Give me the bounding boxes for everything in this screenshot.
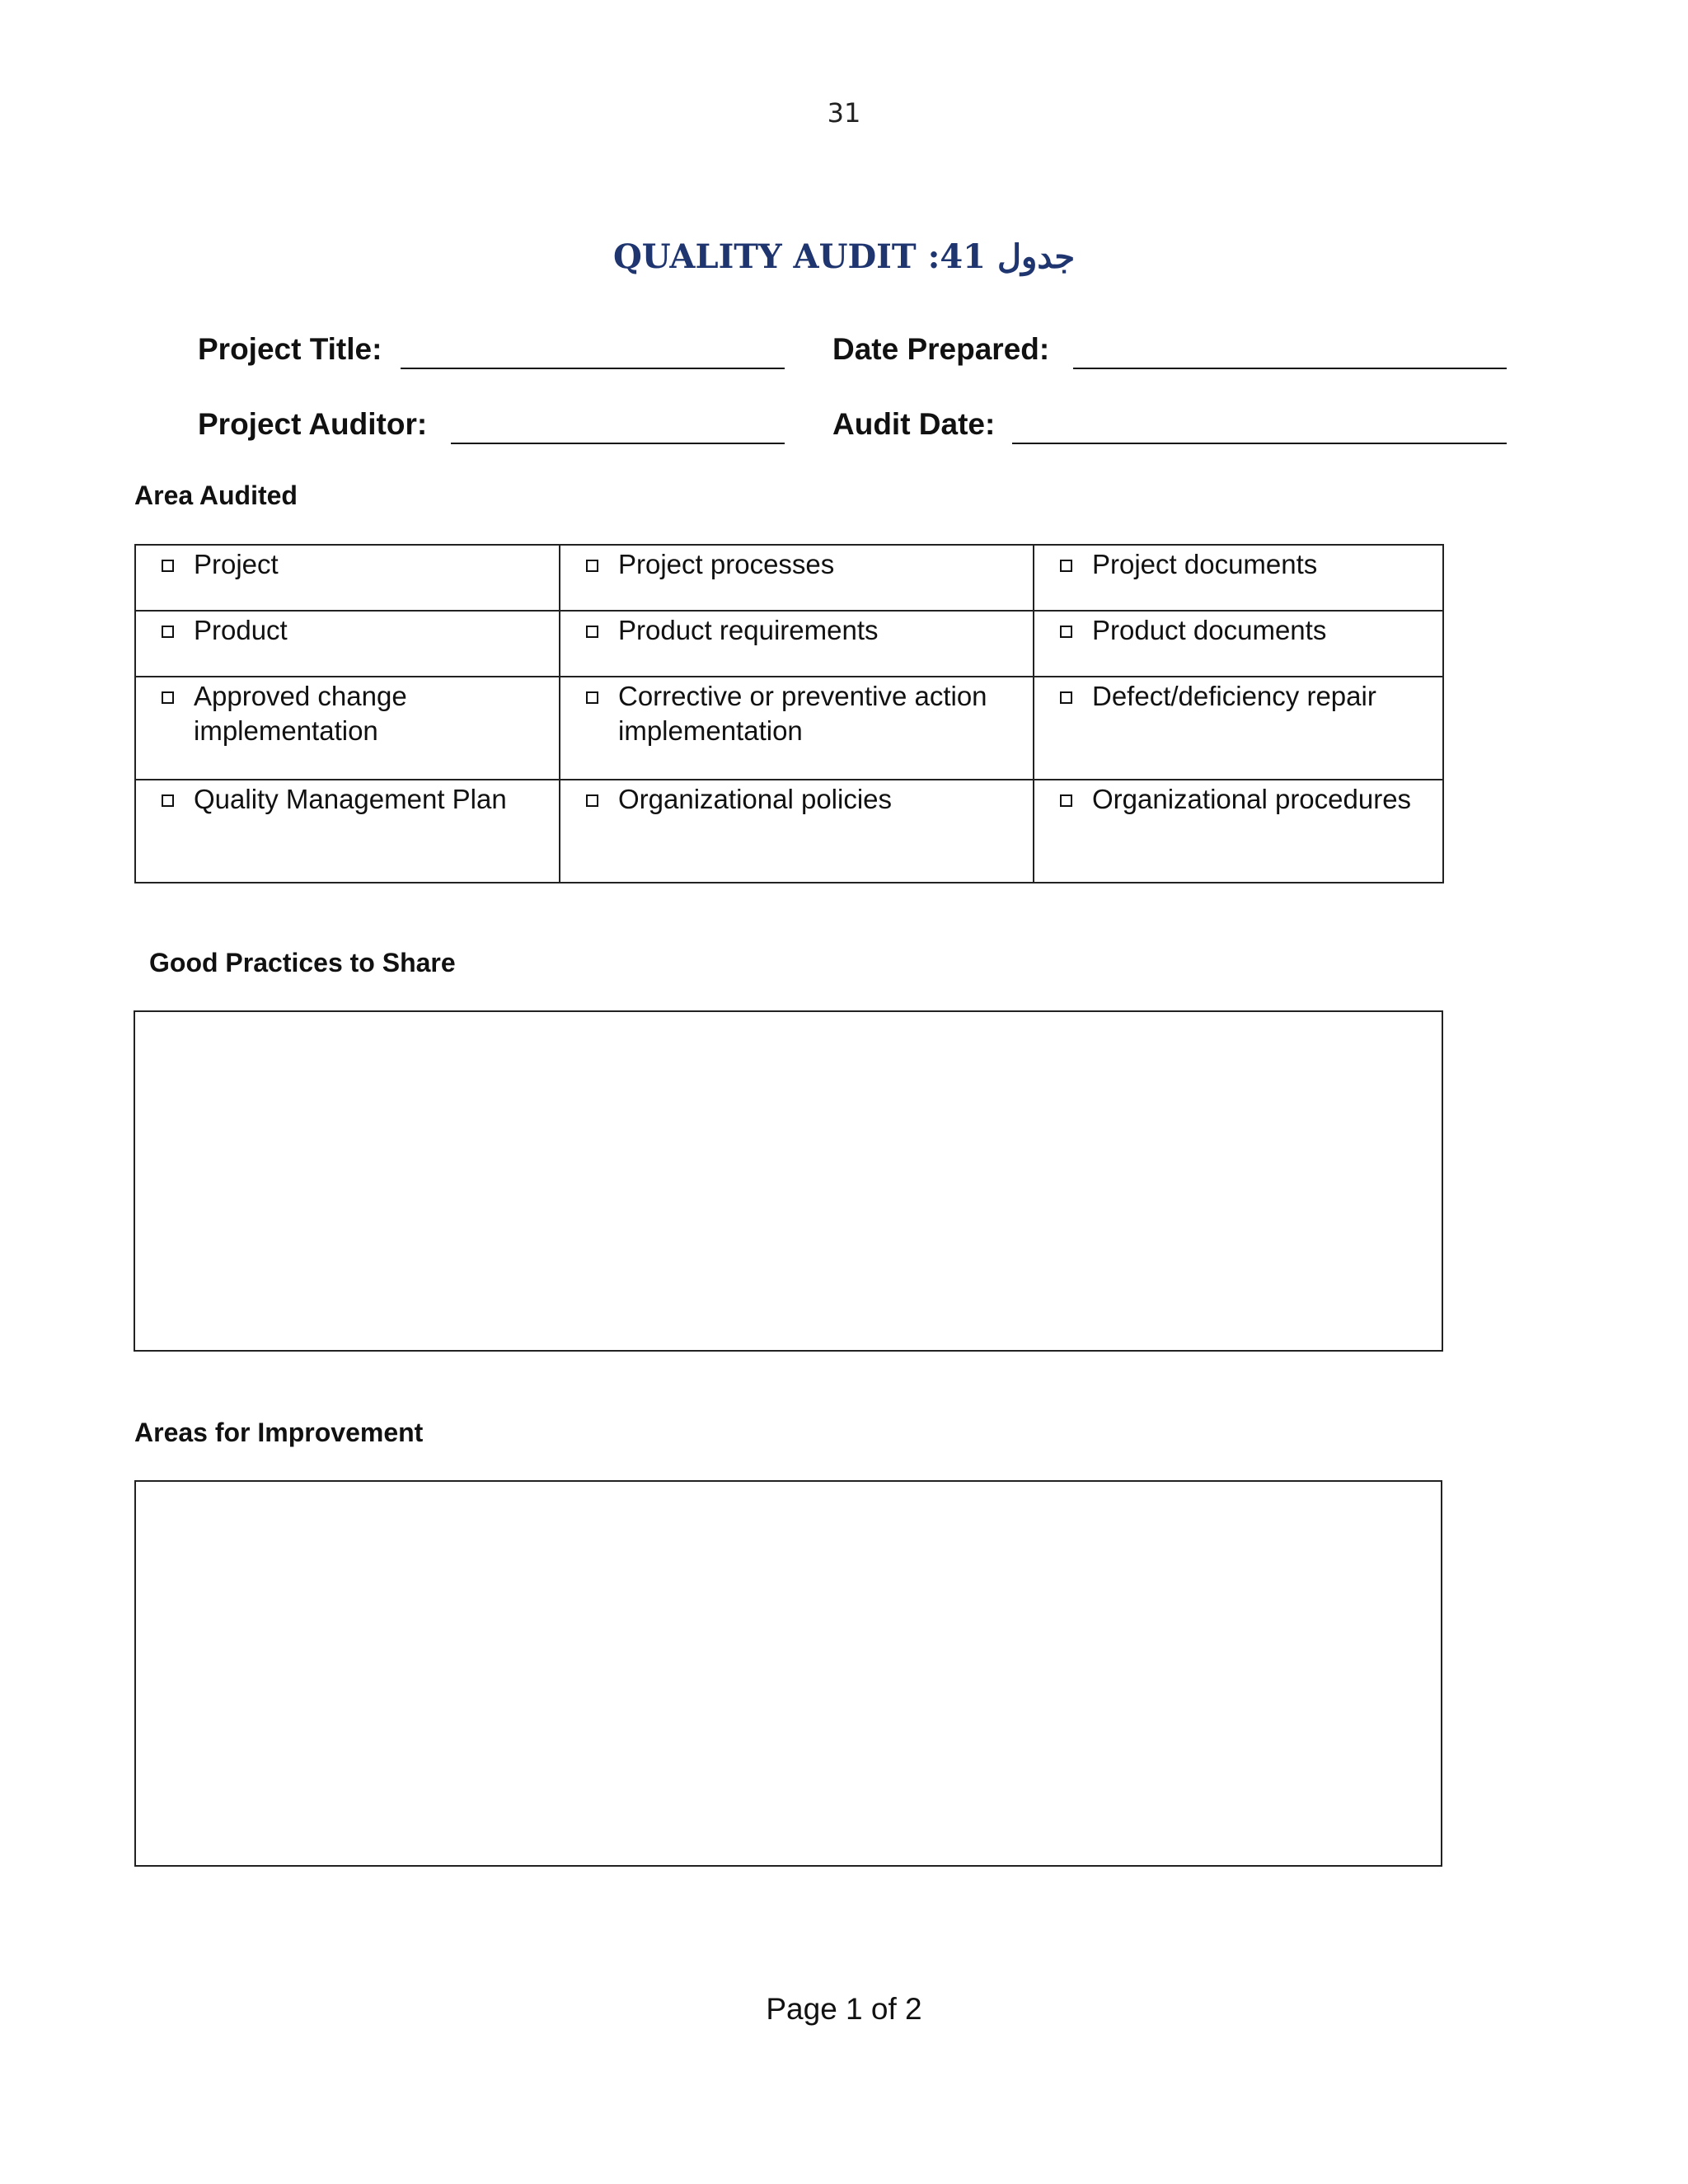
page-footer: Page 1 of 2 [766, 1992, 922, 2026]
audit-date-field[interactable] [1012, 406, 1507, 444]
table-row [135, 677, 1443, 780]
area-option-cell[interactable] [135, 611, 560, 677]
good-practices-textarea[interactable] [134, 1010, 1443, 1352]
area-option-cell[interactable] [1034, 611, 1443, 677]
area-option-cell[interactable] [560, 677, 1034, 780]
checkbox-icon[interactable] [1060, 560, 1072, 572]
checkbox-icon[interactable] [1060, 691, 1072, 704]
area-option-cell[interactable] [560, 545, 1034, 611]
table-row [135, 611, 1443, 677]
area-option-cell[interactable] [135, 677, 560, 780]
project-auditor-field[interactable] [451, 406, 785, 444]
project-title-field[interactable] [401, 331, 785, 369]
checkbox-icon[interactable] [586, 691, 598, 704]
good-practices-heading: Good Practices to Share [149, 948, 456, 977]
area-option-cell[interactable] [560, 611, 1034, 677]
area-option-label: Product documents [1092, 615, 1327, 645]
area-option-label: Product requirements [618, 615, 879, 645]
area-option-cell[interactable] [1034, 780, 1443, 883]
page-title: جدول 41: QUALITY AUDIT [612, 237, 1076, 276]
checkbox-icon[interactable] [586, 794, 598, 807]
date-prepared-field[interactable] [1073, 331, 1507, 369]
date-prepared-label: Date Prepared: [832, 332, 1050, 366]
checkbox-icon[interactable] [586, 626, 598, 638]
audit-date-label: Audit Date: [832, 407, 996, 441]
area-option-label: Project documents [1092, 549, 1318, 579]
table-row [135, 545, 1443, 611]
checkbox-icon[interactable] [162, 794, 174, 807]
area-option-label: Organizational policies [618, 784, 893, 814]
area-option-cell[interactable] [135, 545, 560, 611]
area-option-label: Approved change implementation [194, 681, 407, 746]
checkbox-icon[interactable] [162, 626, 174, 638]
checkbox-icon[interactable] [162, 691, 174, 704]
area-option-cell[interactable] [135, 780, 560, 883]
area-audited-table [134, 544, 1444, 883]
area-option-label: Product [194, 615, 288, 645]
project-title-label: Project Title: [198, 332, 382, 366]
area-option-label: Project [194, 549, 279, 579]
checkbox-icon[interactable] [162, 560, 174, 572]
areas-for-improvement-textarea[interactable] [134, 1480, 1442, 1867]
area-option-cell[interactable] [560, 780, 1034, 883]
area-option-label: Corrective or preventive action implementation [618, 681, 987, 746]
table-row [135, 780, 1443, 883]
checkbox-icon[interactable] [1060, 794, 1072, 807]
area-option-label: Project processes [618, 549, 835, 579]
checkbox-icon[interactable] [586, 560, 598, 572]
area-audited-heading: Area Audited [134, 480, 298, 510]
area-option-cell[interactable] [1034, 677, 1443, 780]
project-auditor-label: Project Auditor: [198, 407, 428, 441]
area-option-label: Organizational procedures [1092, 784, 1412, 814]
checkbox-icon[interactable] [1060, 626, 1072, 638]
area-option-cell[interactable] [1034, 545, 1443, 611]
areas-for-improvement-heading: Areas for Improvement [134, 1418, 424, 1447]
page-number: 31 [827, 97, 861, 129]
area-option-label: Quality Management Plan [194, 784, 507, 814]
area-option-label: Defect/deficiency repair [1092, 681, 1376, 711]
